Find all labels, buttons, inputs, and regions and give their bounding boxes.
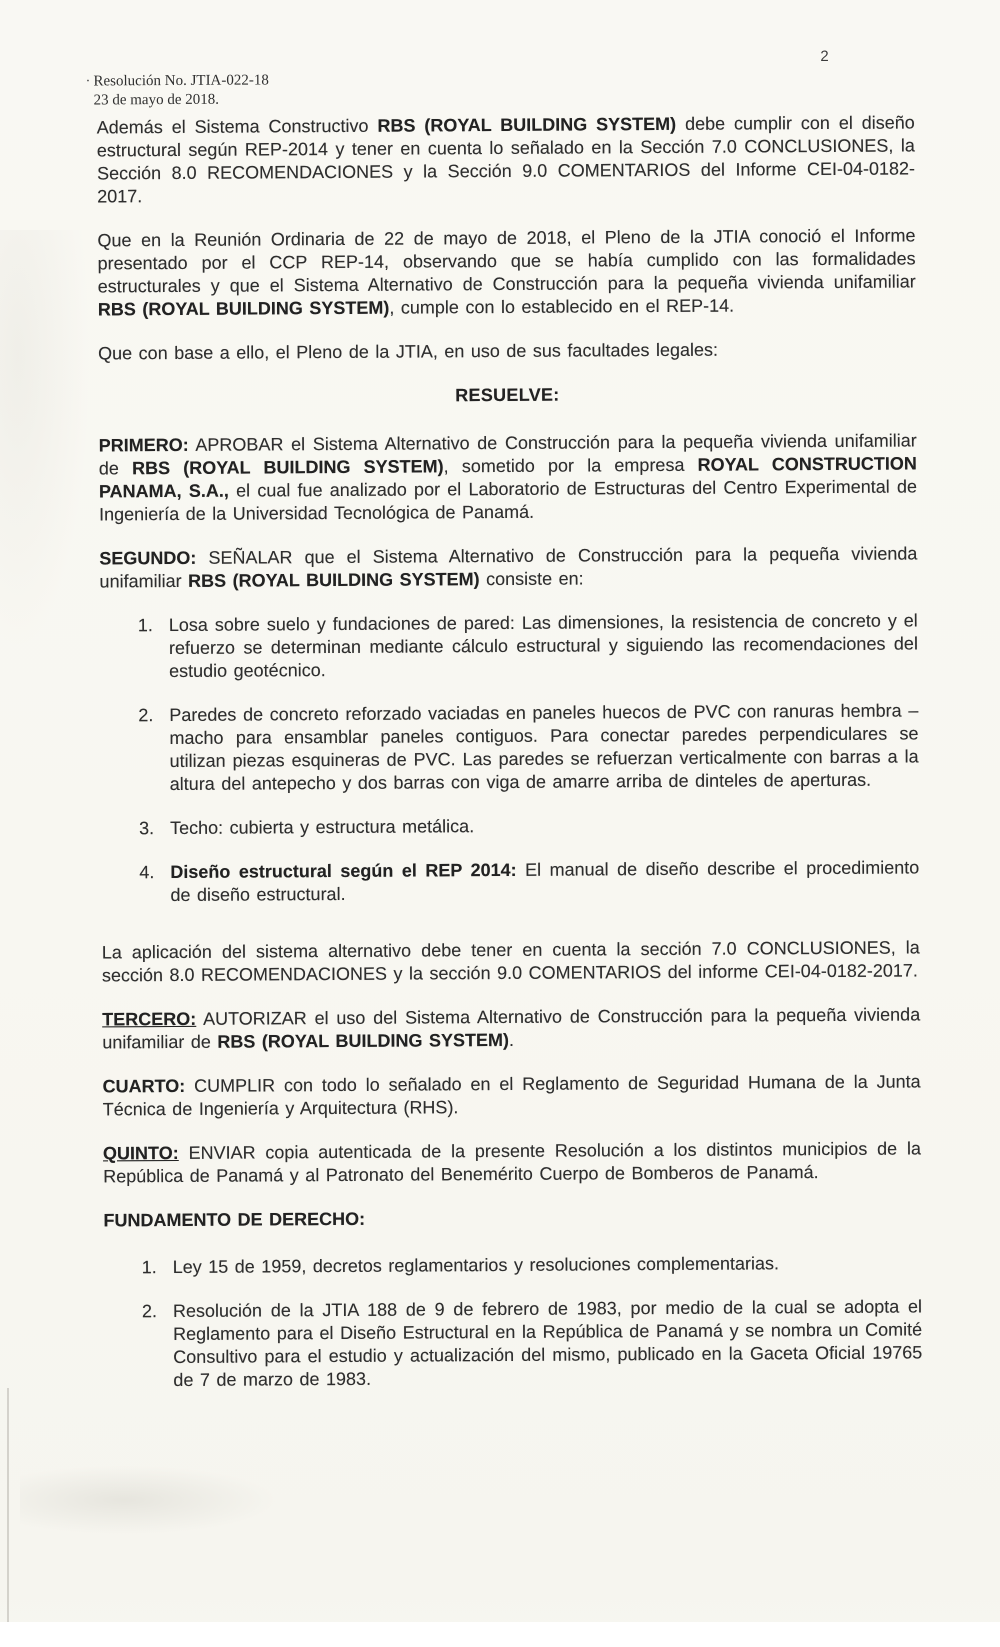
text-run: . — [508, 1029, 514, 1050]
fundamento-heading: FUNDAMENTO DE DERECHO: — [103, 1208, 366, 1231]
paragraph-tercero — [102, 1003, 920, 1054]
article-label-primero: PRIMERO: — [98, 434, 189, 456]
text-run: AUTORIZAR el uso del Sistema Alternativo de Construcción para la pequeña vivienda unifamiliar de — [102, 1004, 921, 1053]
text-run: Techo: cubierta y estructura metálica. — [169, 816, 475, 839]
paragraph-aplicacion — [102, 936, 920, 987]
paragraph-reunion — [97, 224, 916, 321]
text-run-bold: Diseño estructural según el REP 2014: — [170, 859, 517, 883]
text-run: El manual de diseño describe el procedimiento de diseño estructural. — [170, 857, 920, 906]
list-item-text — [170, 812, 919, 840]
resuelve-heading: RESUELVE: — [455, 384, 560, 406]
text-run: Que en la Reunión Ordinaria de 22 de mayo de 2018, el Pleno de la JTIA conoció el Informe presentado por el CCP REP-14, observando que se había cumplido con las formalidades estructurales y que el Sistema Alternativo de Construcción para la pequeña vivienda unifamiliar — [97, 225, 916, 297]
list-item-paredes — [100, 699, 919, 796]
text-run: Losa sobre suelo y fundaciones de pared: Las dimensiones, la resistencia de concreto y el refuerzo se determinan mediante cálculo estructural y siguiendo las recomendaciones del estudio geotécnico. — [168, 610, 918, 682]
list-item-text — [169, 609, 918, 683]
text-run: el cual fue analizado por el Laboratorio de Estructuras del Centro Experimental de Ingeniería de la Universidad Tecnológica de Panamá. — [99, 476, 918, 525]
paragraph-primero — [99, 429, 918, 526]
text-run-bold: RBS (ROYAL BUILDING SYSTEM) — [97, 297, 390, 320]
list-item-ley15 — [104, 1251, 922, 1279]
list-marker: 1. — [141, 1257, 157, 1278]
text-run-bold: RBS (ROYAL BUILDING SYSTEM) — [217, 1029, 509, 1052]
text-run: , sometido por la empresa — [443, 454, 698, 477]
text-run: CUMPLIR con todo lo señalado en el Reglamento de Seguridad Humana de la Junta Técnica de Ingeniería y Arquitectura (RHS). — [102, 1071, 921, 1120]
text-run: APROBAR el Sistema Alternativo de Construcción para la pequeña vivienda unifamiliar de — [98, 430, 917, 479]
article-label-quinto: QUINTO: — [102, 1142, 179, 1164]
list-item-techo — [101, 812, 919, 840]
scan-bottom-margin — [0, 1622, 1000, 1647]
resolution-number: · Resolución No. JTIA-022-18 — [93, 72, 269, 90]
paragraph-segundo — [99, 542, 917, 593]
text-run: debe cumplir con el diseño estructural según REP-2014 y tener en cuenta lo señalado en la Sección 7.0 CONCLUSIONES, la Sección 8.0 RECOMENDACIONES y la Sección 9.0 COMENTARIOS del Informe CEI-04-0182-2017. — [96, 112, 916, 207]
paragraph-quinto — [103, 1137, 921, 1188]
resolution-reference — [93, 71, 269, 110]
text-run: Que con base a ello, el Pleno de la JTIA, en uso de sus facultades legales: — [98, 339, 719, 364]
article-label-cuarto: CUARTO: — [102, 1075, 186, 1097]
text-run-bold: RBS (ROYAL BUILDING SYSTEM) — [377, 113, 677, 136]
paragraph-ademas — [97, 111, 916, 208]
text-run: , cumple con lo establecido en el REP-14. — [389, 295, 735, 318]
text-run: SEÑALAR que el Sistema Alternativo de Construcción para la pequeña vivienda unifamiliar — [99, 543, 918, 592]
text-run-bold: RBS (ROYAL BUILDING SYSTEM) — [187, 569, 480, 591]
resolution-date: 23 de mayo de 2018. — [93, 91, 220, 109]
list-item-resolucion-188 — [104, 1295, 923, 1392]
article-label-segundo: SEGUNDO: — [99, 547, 197, 569]
list-item-text — [169, 699, 919, 796]
paragraph-cuarto — [103, 1070, 921, 1121]
list-marker: 3. — [138, 818, 155, 839]
text-run: ENVIAR copia autenticada de la presente Resolución a los distintos municipios de la República de Panamá y al Patronato del Benemérito Cuerpo de Bomberos de Panamá. — [103, 1138, 922, 1187]
text-run-bold: ROYAL CONSTRUCTION PANAMA, S.A., — [98, 453, 917, 502]
text-run: Además el Sistema Constructivo — [96, 115, 378, 138]
document-content — [97, 111, 923, 1413]
list-marker: 4. — [139, 862, 155, 883]
page-number: 2 — [820, 47, 829, 66]
text-run: consiste en: — [479, 568, 584, 590]
text-run: Resolución de la JTIA 188 de 9 de febrero de 1983, por medio de la cual se adopta el Reglamento para el Diseño Estructural en la República de Panamá y se nombra un Comité Consultivo para el estudio y actualización del mismo, publicado en la Gaceta Oficial 19765 de 7 de marzo de 1983. — [172, 1296, 923, 1391]
list-item-text — [173, 1295, 923, 1392]
list-item-losa — [100, 609, 918, 683]
list-item-text — [173, 1251, 922, 1279]
list-item-text — [170, 856, 919, 907]
article-label-tercero: TERCERO: — [102, 1008, 197, 1030]
list-item-diseno — [101, 856, 919, 907]
list-marker: 2. — [141, 1301, 158, 1322]
text-run: Paredes de concreto reforzado vaciadas en paneles huecos de PVC con ranuras hembra – macho para ensamblar paneles contiguos. Para conectar paredes perpendiculares se utilizan piezas esquineras de PVC. Las paredes se refuerzan verticalmente con barras a la altura del antepecho y dos barras con viga de amarre arriba de dinteles de aperturas. — [169, 700, 919, 795]
list-marker: 1. — [137, 615, 153, 636]
paragraph-base-legal — [98, 337, 916, 365]
list-marker: 2. — [138, 705, 154, 726]
text-run: La aplicación del sistema alternativo debe tener en cuenta la sección 7.0 CONCLUSIONES, la sección 8.0 RECOMENDACIONES y la sección 9.0 COMENTARIOS del informe CEI-04-0182-2017. — [101, 937, 920, 986]
text-run-bold: RBS (ROYAL BUILDING SYSTEM) — [131, 456, 444, 479]
text-run: Ley 15 de 1959, decretos reglamentarios y resoluciones complementarias. — [172, 1253, 780, 1278]
